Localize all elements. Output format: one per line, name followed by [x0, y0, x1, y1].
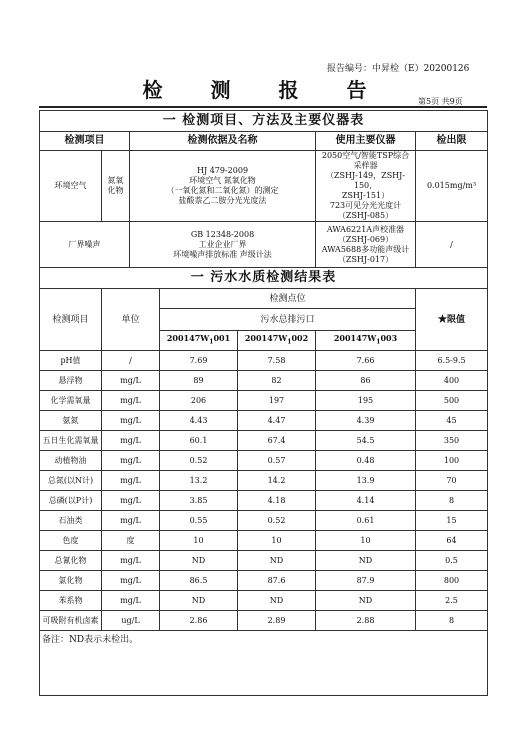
- result-limit: 400: [416, 371, 488, 391]
- result-value: ND: [238, 591, 316, 611]
- result-value: 86.5: [160, 571, 238, 591]
- result-unit: 度: [102, 531, 160, 551]
- result-value: 4.18: [238, 491, 316, 511]
- result-limit: 0.5: [416, 551, 488, 571]
- method-basis: HJ 479-2009 环境空气 氮氧化物 （一氧化氮和二氧化氮）的测定 盐酸萘乙二胺分光光度法: [130, 151, 316, 222]
- result-value: 0.52: [160, 451, 238, 471]
- table-row: [40, 351, 488, 371]
- section2-title-row: [40, 268, 488, 289]
- col-points: 检测点位: [160, 289, 416, 309]
- method-basis: GB 12348-2008 工业企业厂界 环境噪声排放标准 声级计法: [130, 222, 316, 268]
- header-limit: 检出限: [416, 132, 488, 151]
- report-title: 检 测 报 告: [142, 78, 381, 102]
- result-limit: 2.5: [416, 591, 488, 611]
- col-limit: ★限值: [416, 289, 488, 351]
- result-value: 0.61: [316, 511, 416, 531]
- section1-header-row: [40, 132, 488, 151]
- result-limit: 100: [416, 451, 488, 471]
- table-row: [40, 571, 488, 591]
- result-value: 87.9: [316, 571, 416, 591]
- result-value: 0.55: [160, 511, 238, 531]
- result-unit: mg/L: [102, 551, 160, 571]
- result-unit: ug/L: [102, 611, 160, 631]
- result-value: 13.9: [316, 471, 416, 491]
- result-item: 动植物油: [40, 451, 102, 471]
- result-value: 2.86: [160, 611, 238, 631]
- result-item: 石油类: [40, 511, 102, 531]
- table-row: [40, 391, 488, 411]
- note: 备注：ND表示未检出。: [40, 631, 488, 696]
- method-instrument: AWA6221A声校准器 （ZSHJ-069） AWA5688多功能声级计 （ZSHJ-017）: [316, 222, 416, 268]
- method-row-air: [40, 151, 488, 222]
- result-item: 五日生化需氧量: [40, 431, 102, 451]
- table-row: [40, 511, 488, 531]
- header-instrument: 使用主要仪器: [316, 132, 416, 151]
- result-item: 总氮(以N计): [40, 471, 102, 491]
- result-limit: 500: [416, 391, 488, 411]
- result-value: 7.66: [316, 351, 416, 371]
- result-limit: 350: [416, 431, 488, 451]
- top-rule: [39, 106, 487, 108]
- result-value: ND: [316, 591, 416, 611]
- result-value: ND: [160, 551, 238, 571]
- result-value: 10: [238, 531, 316, 551]
- result-unit: mg/L: [102, 571, 160, 591]
- result-value: 89: [160, 371, 238, 391]
- method-category: 厂界噪声: [40, 222, 130, 268]
- result-value: 67.4: [238, 431, 316, 451]
- result-value: 13.2: [160, 471, 238, 491]
- result-value: 82: [238, 371, 316, 391]
- result-item: 氯化物: [40, 571, 102, 591]
- result-item: pH值: [40, 351, 102, 371]
- method-limit: /: [416, 222, 488, 268]
- table-row: [40, 431, 488, 451]
- page-info: 第5页 共9页: [418, 97, 463, 106]
- result-value: 206: [160, 391, 238, 411]
- result-value: 4.14: [316, 491, 416, 511]
- col-item: 检测项目: [40, 289, 102, 351]
- result-unit: mg/L: [102, 431, 160, 451]
- result-item: 色度: [40, 531, 102, 551]
- report-number: 报告编号：中昇检（E）20200126: [327, 64, 470, 74]
- result-value: 0.57: [238, 451, 316, 471]
- result-value: 2.88: [316, 611, 416, 631]
- result-unit: mg/L: [102, 591, 160, 611]
- result-unit: mg/L: [102, 411, 160, 431]
- result-value: 195: [316, 391, 416, 411]
- table-row: [40, 611, 488, 631]
- result-limit: 15: [416, 511, 488, 531]
- sample-id: $200147W_1002$: [238, 331, 316, 351]
- result-item: 悬浮物: [40, 371, 102, 391]
- result-item: 化学需氧量: [40, 391, 102, 411]
- method-category: 环境空气: [40, 151, 102, 222]
- result-value: 54.5: [316, 431, 416, 451]
- col-location: 污水总排污口: [160, 309, 416, 331]
- result-value: 14.2: [238, 471, 316, 491]
- section2-title: 一 污水水质检测结果表: [40, 268, 488, 289]
- result-item: 总磷(以P计): [40, 491, 102, 511]
- result-value: 87.6: [238, 571, 316, 591]
- result-value: 60.1: [160, 431, 238, 451]
- result-item: 总氰化物: [40, 551, 102, 571]
- result-unit: mg/L: [102, 471, 160, 491]
- method-instrument: 2050空气/智能TSP综合采样器 （ZSHJ-149，ZSHJ-150， ZSHJ-151） 723可见分光光度计 （ZSHJ-085）: [316, 151, 416, 222]
- note-row: [40, 631, 488, 696]
- result-unit: mg/L: [102, 391, 160, 411]
- result-unit: mg/L: [102, 491, 160, 511]
- result-value: 0.52: [238, 511, 316, 531]
- section1-title: 一 检测项目、方法及主要仪器表: [40, 111, 488, 132]
- result-limit: 8: [416, 491, 488, 511]
- table-row: [40, 591, 488, 611]
- sample-id: $200147W_1003$: [316, 331, 416, 351]
- result-value: 2.89: [238, 611, 316, 631]
- result-value: 4.47: [238, 411, 316, 431]
- table-row: [40, 411, 488, 431]
- result-value: 3.85: [160, 491, 238, 511]
- result-value: 7.58: [238, 351, 316, 371]
- report-table: [39, 110, 488, 696]
- result-unit: mg/L: [102, 371, 160, 391]
- result-value: 7.69: [160, 351, 238, 371]
- table-row: [40, 451, 488, 471]
- table-row: [40, 551, 488, 571]
- result-value: ND: [238, 551, 316, 571]
- result-limit: 800: [416, 571, 488, 591]
- result-value: ND: [316, 551, 416, 571]
- result-value: 10: [316, 531, 416, 551]
- result-limit: 45: [416, 411, 488, 431]
- result-value: 4.43: [160, 411, 238, 431]
- result-value: ND: [160, 591, 238, 611]
- method-limit: 0.015mg/m³: [416, 151, 488, 222]
- result-limit: 64: [416, 531, 488, 551]
- table-row: [40, 531, 488, 551]
- sample-id: $200147W_1001$: [160, 331, 238, 351]
- result-limit: 70: [416, 471, 488, 491]
- header-item: 检测项目: [40, 132, 130, 151]
- result-limit: 6.5-9.5: [416, 351, 488, 371]
- result-unit: mg/L: [102, 511, 160, 531]
- result-item: 可吸附有机卤素: [40, 611, 102, 631]
- result-value: 0.48: [316, 451, 416, 471]
- method-item: 氮氧化物: [102, 151, 130, 222]
- result-value: 4.39: [316, 411, 416, 431]
- header-method: 检测依据及名称: [130, 132, 316, 151]
- result-unit: /: [102, 351, 160, 371]
- method-row-noise: [40, 222, 488, 268]
- result-limit: 8: [416, 611, 488, 631]
- result-value: 10: [160, 531, 238, 551]
- section1-title-row: [40, 111, 488, 132]
- result-item: 苯系物: [40, 591, 102, 611]
- table-row: [40, 471, 488, 491]
- result-item: 氨氮: [40, 411, 102, 431]
- table-row: [40, 491, 488, 511]
- result-value: 86: [316, 371, 416, 391]
- result-value: 197: [238, 391, 316, 411]
- table-row: [40, 371, 488, 391]
- section2-header-row-1: [40, 289, 488, 309]
- result-unit: mg/L: [102, 451, 160, 471]
- col-unit: 单位: [102, 289, 160, 351]
